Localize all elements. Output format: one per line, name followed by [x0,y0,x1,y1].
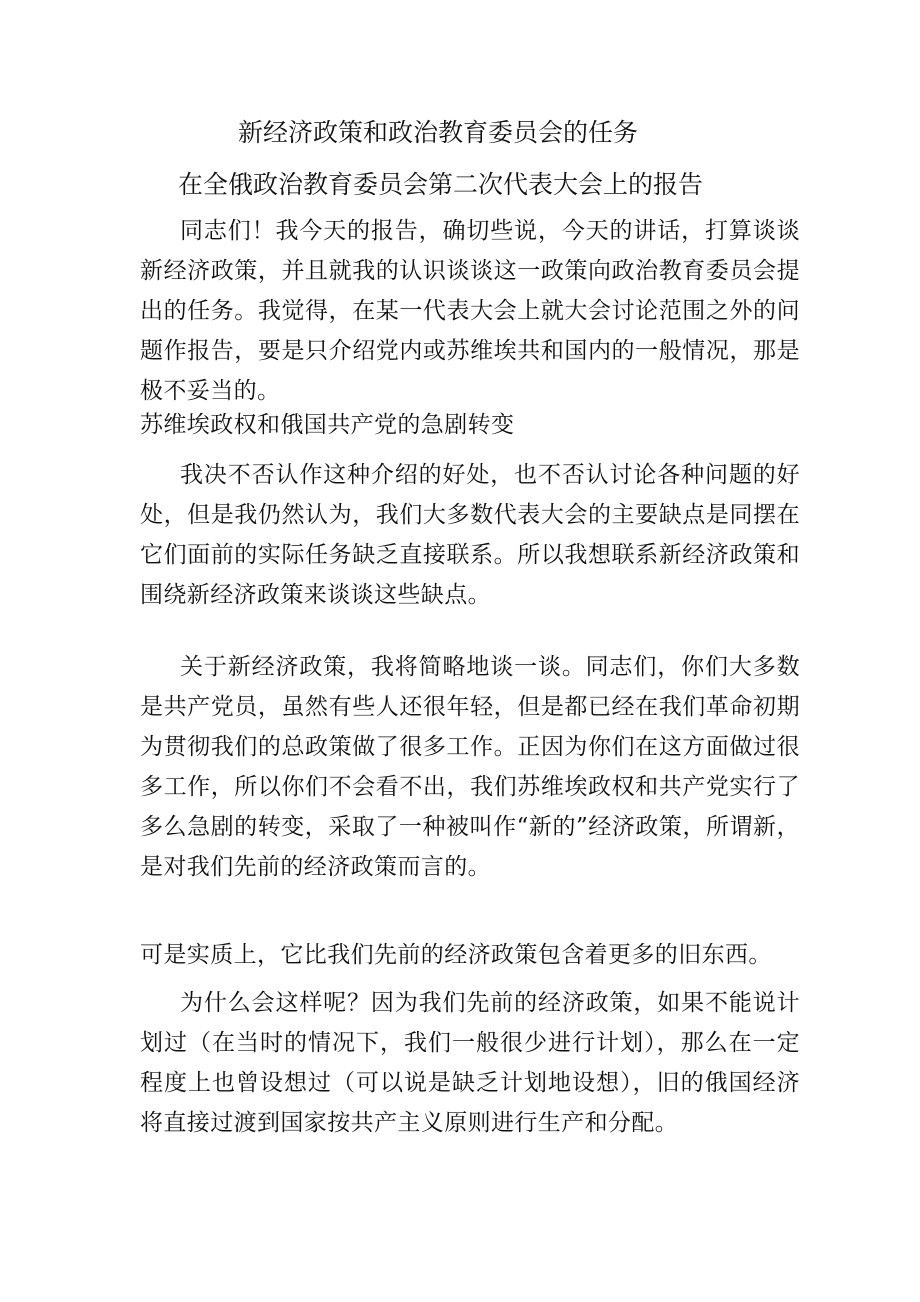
paragraph-3: 关于新经济政策，我将简略地谈一谈。同志们，你们大多数是共产党员，虽然有些人还很年轻，但是都已经在我们革命初期为贯彻我们的总政策做了很多工作。正因为你们在这方面做过很多工作，所以你们不会看不出，我们苏维埃政权和共产党实行了多么急剧的转变，采取了一种被叫作“新的”经济政策，所谓新，是对我们先前的经济政策而言的。 [140,654,800,880]
paragraph-2: 我决不否认作这种介绍的好处，也不否认讨论各种问题的好处，但是我仍然认为，我们大多数代表大会的主要缺点是同摆在它们面前的实际任务缺乏直接联系。所以我想联系新经济政策和围绕新经济政策来谈谈这些缺点。 [140,462,800,608]
paragraph-5: 为什么会这样呢？因为我们先前的经济政策，如果不能说计划过（在当时的情况下，我们一般很少进行计划），那么在一定程度上也曾设想过（可以说是缺乏计划地设想），旧的俄国经济将直接过渡到国家按共产主义原则进行生产和分配。 [140,990,800,1136]
paragraph-1: 同志们！我今天的报告，确切些说，今天的讲话，打算谈谈新经济政策，并且就我的认识谈谈这一政策向政治教育委员会提出的任务。我觉得，在某一代表大会上就大会讨论范围之外的问题作报告，要是只介绍党内或苏维埃共和国内的一般情况，那是极不妥当的。 [140,218,800,404]
section-heading: 苏维埃政权和俄国共产党的急剧转变 [140,412,515,438]
document-subtitle: 在全俄政治教育委员会第二次代表大会上的报告 [178,170,704,199]
document-title: 新经济政策和政治教育委员会的任务 [238,118,639,147]
paragraph-4: 可是实质上，它比我们先前的经济政策包含着更多的旧东西。 [140,942,772,968]
